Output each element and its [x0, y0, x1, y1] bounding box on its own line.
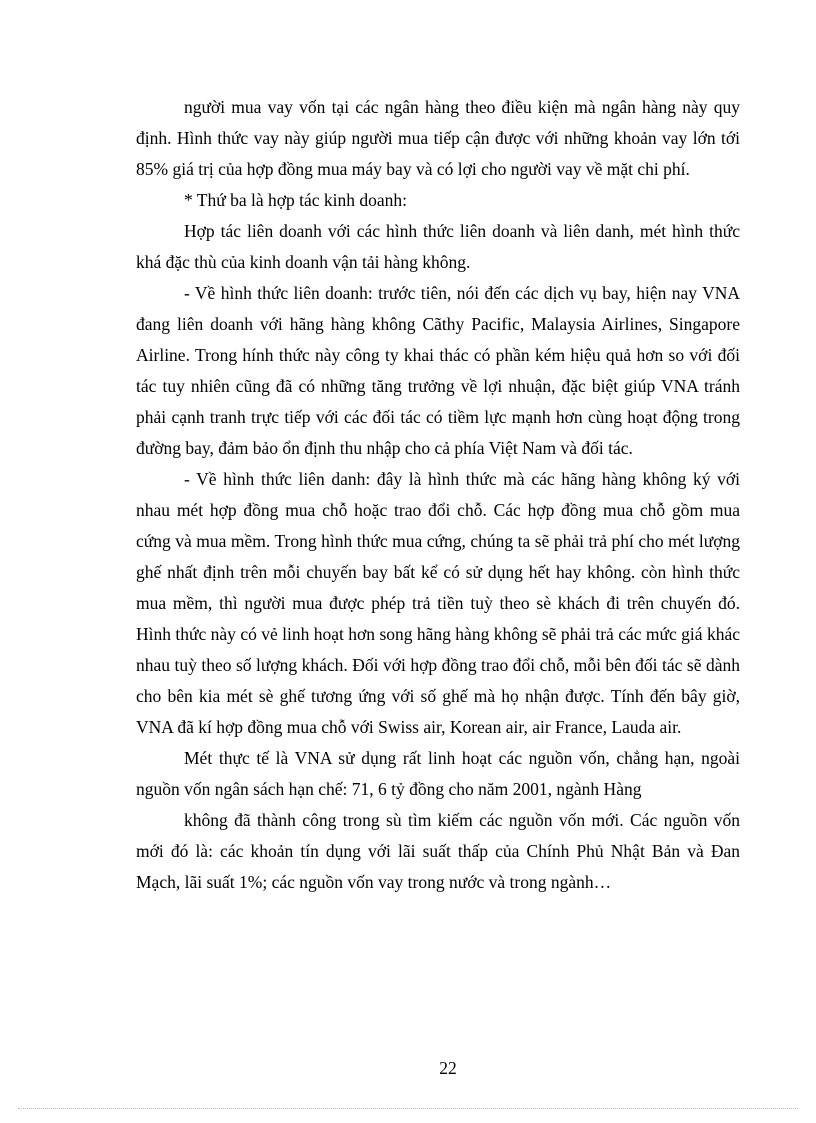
footer-divider: [18, 1108, 798, 1109]
paragraph-6: Mét thực tế là VNA sử dụng rất linh hoạt các nguồn vốn, chẳng hạn, ngoài nguồn vốn ngân sách hạn chế: 71, 6 tỷ đồng cho năm 2001, ngành Hàng: [136, 748, 740, 799]
paragraph-1: người mua vay vốn tại các ngân hàng theo điều kiện mà ngân hàng này quy định. Hình thức vay này giúp người mua tiếp cận được với những khoản vay lớn tới 85% giá trị của hợp đồng mua máy bay và có lợi cho người vay về mặt chi phí.: [136, 97, 740, 179]
paragraph-7: không đã thành công trong sù tìm kiếm các nguồn vốn mới. Các nguồn vốn mới đó là: các khoản tín dụng với lãi suất thấp của Chính Phủ Nhật Bản và Đan Mạch, lãi suất 1%; các nguồn vốn vay trong nước và trong ngành…: [136, 810, 740, 892]
paragraph-3: Hợp tác liên doanh với các hình thức liên doanh và liên danh, mét hình thức khá đặc thù của kinh doanh vận tải hàng không.: [136, 221, 740, 272]
paragraph-4: - Về hình thức liên doanh: trước tiên, nói đến các dịch vụ bay, hiện nay VNA đang liên doanh với hãng hàng không Cãthy Pacific, Malaysia Airlines, Singapore Airline. Trong hính thức này công ty khai thác có phần kém hiệu quả hơn so với đối tác tuy nhiên cũng đã có những tăng trưởng về lợi nhuận, đặc biệt giúp VNA tránh phải cạnh tranh trực tiếp với các đối tác có tiềm lực mạnh hơn cùng hoạt động trong đường bay, đảm bảo ổn định thu nhập cho cả phía Việt Nam và đối tác.: [136, 283, 740, 458]
page-number: 22: [439, 1058, 457, 1078]
paragraph-5: - Về hình thức liên danh: đây là hình thức mà các hãng hàng không ký với nhau mét hợp đồng mua chỗ hoặc trao đổi chỗ. Các hợp đồng mua chỗ gồm mua cứng và mua mềm. Trong hình thức mua cứng, chúng ta sẽ phải trả phí cho mét lượng ghế nhất định trên mỗi chuyến bay bất kể có sử dụng hết hay không. còn hình thức mua mềm, thì người mua được phép trả tiền tuỳ theo sè khách đi trên chuyến đó. Hình thức này có vẻ linh hoạt hơn song hãng hàng không sẽ phải trả các mức giá khác nhau tuỳ theo số lượng khách. Đối với hợp đồng trao đổi chỗ, mỗi bên đối tác sẽ dành cho bên kia mét sè ghế tương ứng với số ghế mà họ nhận được. Tính đến bây giờ, VNA đã kí hợp đồng mua chỗ với Swiss air, Korean air, air France, Lauda air.: [136, 469, 740, 737]
body-text: [136, 92, 740, 898]
paragraph-2: * Thứ ba là hợp tác kinh doanh:: [184, 190, 408, 210]
